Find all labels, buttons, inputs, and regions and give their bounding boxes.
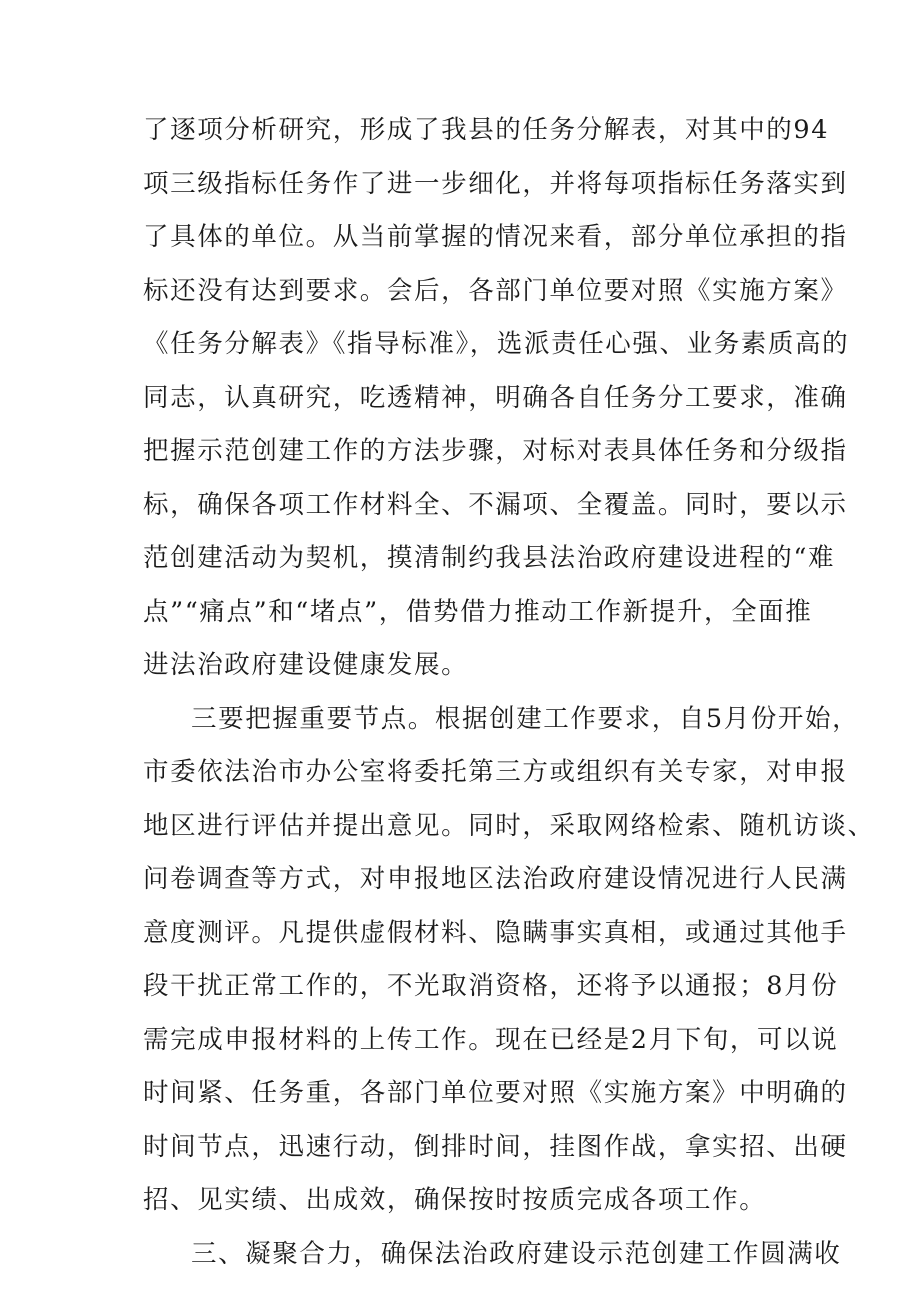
text-line: 段干扰正常工作的，不光取消资格，还将予以通报；8月份: [143, 971, 839, 1001]
text-line: 市委依法治市办公室将委托第三方或组织有关专家，对申报: [143, 757, 848, 787]
body-text: [143, 104, 875, 1281]
text-line-paragraph-end: 进法治政府建设健康发展。: [143, 650, 469, 680]
text-line-paragraph-end: 招、见实绩、出成效，确保按时按质完成各项工作。: [143, 1185, 767, 1215]
text-line: 标还没有达到要求。会后，各部门单位要对照《实施方案》: [143, 275, 848, 306]
text-line: 《任务分解表》《指导标准》，选派责任心强、业务素质高的: [143, 329, 850, 359]
text-line: 需完成申报材料的上传工作。现在已经是2月下旬，可以说: [143, 1024, 839, 1055]
text-line: 问卷调查等方式，对申报地区法治政府建设情况进行人民满: [143, 864, 848, 894]
text-line: 范创建活动为契机，摸清制约我县法治政府建设进程的“难: [143, 543, 836, 573]
paragraph-heading-line: 三要把握重要节点。根据创建工作要求，自5月份开始，: [191, 703, 860, 734]
section-heading-line: 三、凝聚合力，确保法治政府建设示范创建工作圆满收: [191, 1238, 842, 1269]
text-line: 了逐项分析研究，形成了我县的任务分解表，对其中的94: [143, 115, 830, 145]
text-line: 把握示范创建工作的方法步骤，对标对表具体任务和分级指: [143, 436, 848, 466]
text-line: 了具体的单位。从当前掌握的情况来看，部分单位承担的指: [143, 222, 848, 252]
text-line: 地区进行评估并提出意见。同时，采取网络检索、随机访谈、: [143, 810, 875, 841]
text-line: 意度测评。凡提供虚假材料、隐瞒事实真相，或通过其他手: [143, 917, 848, 948]
text-line: 时间节点，迅速行动，倒排时间，挂图作战，拿实招、出硬: [143, 1131, 848, 1162]
text-line: 时间紧、任务重，各部门单位要对照《实施方案》中明确的: [143, 1078, 848, 1108]
text-line: 标，确保各项工作材料全、不漏项、全覆盖。同时，要以示: [143, 489, 848, 520]
text-line: 点”“痛点”和“堵点”，借势借力推动工作新提升，全面推: [143, 596, 813, 627]
text-line: 项三级指标任务作了进一步细化，并将每项指标任务落实到: [143, 168, 848, 199]
text-line: 同志，认真研究，吃透精神，明确各自任务分工要求，准确: [143, 382, 848, 413]
